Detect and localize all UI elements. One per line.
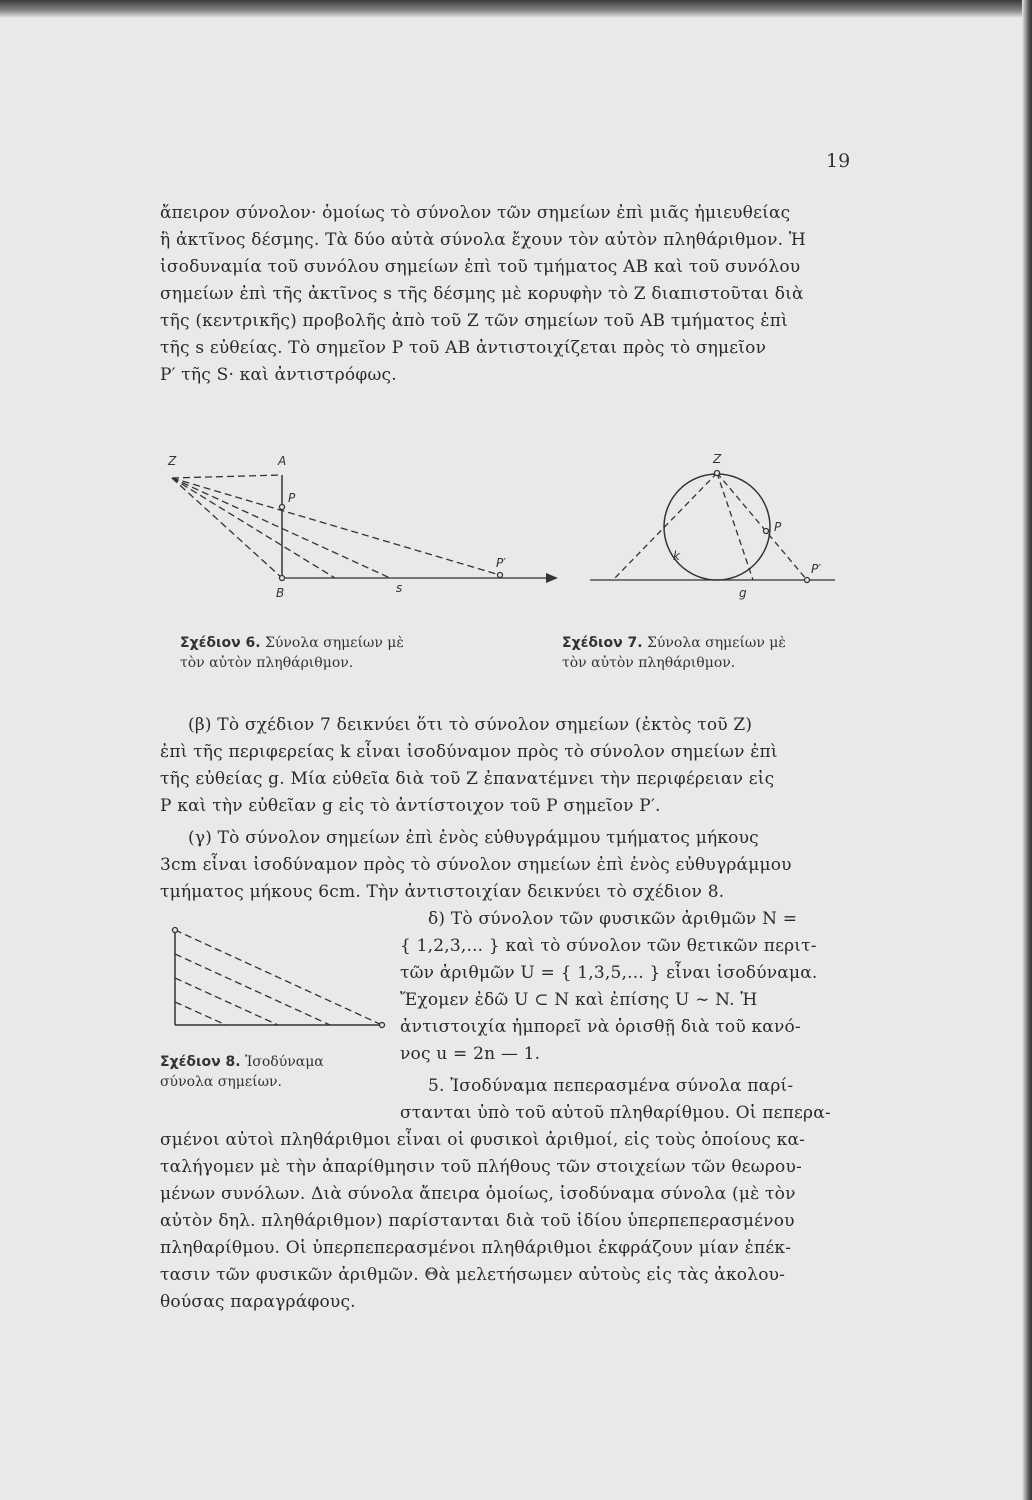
label-b: B	[276, 586, 285, 600]
label-p-prime: P′	[496, 556, 506, 570]
caption-title: Σχέδιον 8.	[160, 1054, 241, 1070]
label-p-prime: P′	[811, 562, 821, 576]
secant-line	[717, 473, 807, 580]
text-line: σημείων ἐπὶ τῆς ἀκτῖνος s τῆς δέσμης μὲ κορυφὴν τὸ Z διαπιστοῦται διὰ	[160, 284, 804, 304]
point-p-prime	[498, 573, 503, 578]
figure-7-diagram	[585, 445, 840, 605]
label-p: P	[774, 520, 782, 534]
text-line: αὐτὸν δηλ. πληθάριθμον) παρίστανται διὰ τοῦ ἰδίου ὑπερπεπερασμένου	[160, 1211, 795, 1231]
endpoint	[173, 928, 178, 933]
text-line: τασιν τῶν φυσικῶν ἀριθμῶν. Θὰ μελετήσωμεν αὐτοὺς εἰς τὰς ἀκολου-	[160, 1265, 786, 1285]
text-line: τῶν ἀριθμῶν U = { 1,3,5,... } εἶναι ἰσοδύναμα.	[400, 963, 818, 983]
scan-top-edge	[0, 0, 1032, 18]
caption-text: τὸν αὐτὸν πληθάριθμον.	[562, 655, 736, 671]
correspondence-line	[175, 954, 330, 1025]
label-s: s	[396, 581, 403, 595]
correspondence-line	[175, 930, 382, 1025]
caption-title: Σχέδιον 6.	[180, 635, 261, 651]
point-p	[280, 505, 285, 510]
caption-text: τὸν αὐτὸν πληθάριθμον.	[180, 655, 354, 671]
text-line: σμένοι αὐτοὶ πληθάριθμοι εἶναι οἱ φυσικοὶ ἀριθμοί, εἰς τοὺς ὁποίους κα-	[160, 1130, 806, 1150]
text-line: θούσας παραγράφους.	[160, 1292, 356, 1312]
circle-k	[664, 474, 770, 580]
caption-text: Ἰσοδύναμα	[245, 1054, 324, 1070]
point-p-prime	[805, 578, 810, 583]
figure-8-caption	[160, 1052, 390, 1092]
text-line: ἀντιστοιχία ἠμπορεῖ νὰ ὁρισθῇ διὰ τοῦ κανό-	[400, 1017, 801, 1037]
text-line: 3cm εἶναι ἰσοδύναμον πρὸς τὸ σύνολον σημείων ἐπὶ ἑνὸς εὐθυγράμμου	[160, 855, 792, 875]
label-z: Z	[713, 452, 722, 466]
text-line: τῆς εὐθείας g. Μία εὐθεῖα διὰ τοῦ Z ἐπανατέμνει τὴν περιφέρειαν εἰς	[160, 769, 775, 789]
text-line: { 1,2,3,... } καὶ τὸ σύνολον τῶν θετικῶν περιτ-	[400, 936, 817, 956]
paragraph-delta	[400, 906, 866, 1068]
text-line: P′ τῆς S· καὶ ἀντιστρόφως.	[160, 365, 397, 385]
projection-line	[172, 478, 500, 575]
text-line: (β) Τὸ σχέδιον 7 δεικνύει ὅτι τὸ σύνολον σημείων (ἐκτὸς τοῦ Z)	[188, 715, 753, 735]
correspondence-line	[175, 1002, 226, 1025]
projection-line	[172, 478, 390, 578]
label-k: k	[673, 549, 680, 563]
section-5-body	[160, 1127, 866, 1316]
projection-line	[172, 478, 282, 578]
caption-title: Σχέδιον 7.	[562, 635, 643, 651]
paragraph-beta	[160, 712, 866, 820]
correspondence-line	[175, 978, 278, 1025]
text-line: τῆς s εὐθείας. Τὸ σημεῖον P τοῦ AB ἀντιστοιχίζεται πρὸς τὸ σημεῖον	[160, 338, 767, 358]
figure-8-diagram	[160, 920, 392, 1035]
scan-right-edge	[1022, 0, 1032, 1500]
text-line: ἐπὶ τῆς περιφερείας k εἶναι ἰσοδύναμον πρὸς τὸ σύνολον σημείων ἐπὶ	[160, 742, 778, 762]
secant-line	[613, 473, 717, 580]
text-line: ταλήγομεν μὲ τὴν ἀπαρίθμησιν τοῦ πλήθους τῶν στοιχείων τῶν θεωρου-	[160, 1157, 802, 1177]
text-line: Ἔχομεν ἐδῶ U ⊂ N καὶ ἐπίσης U ∼ N. Ἡ	[400, 990, 758, 1010]
figure-6-caption	[180, 633, 510, 673]
text-line: (γ) Τὸ σύνολον σημείων ἐπὶ ἑνὸς εὐθυγράμμου τμήματος μήκους	[188, 828, 759, 848]
label-a: A	[278, 454, 287, 468]
section-5-narrow	[400, 1073, 866, 1127]
page-number: 19	[826, 150, 851, 172]
ray-arrowhead	[546, 573, 558, 583]
text-line: πληθαρίθμου. Οἱ ὑπερπεπερασμένοι πληθάριθμοι ἐκφράζουν μίαν ἐπέκ-	[160, 1238, 792, 1258]
text-line: τμήματος μήκους 6cm. Τὴν ἀντιστοιχίαν δεικνύει τὸ σχέδιον 8.	[160, 882, 725, 902]
paragraph-gamma	[160, 825, 866, 906]
point-p	[764, 529, 769, 534]
text-line: τῆς (κεντρικῆς) προβολῆς ἀπὸ τοῦ Z τῶν σημείων τοῦ AB τμήματος ἐπὶ	[160, 311, 788, 331]
text-line: ἄπειρον σύνολον· ὁμοίως τὸ σύνολον τῶν σημείων ἐπὶ μιᾶς ἡμιευθείας	[160, 203, 791, 223]
label-g: g	[739, 586, 747, 600]
caption-text: σύνολα σημείων.	[160, 1074, 282, 1090]
endpoint	[380, 1023, 385, 1028]
text-line: στανται ὑπὸ τοῦ αὐτοῦ πληθαρίθμου. Οἱ πεπερα-	[400, 1103, 831, 1123]
text-line: P καὶ τὴν εὐθεῖαν g εἰς τὸ ἀντίστοιχον τοῦ P σημεῖον P′.	[160, 796, 661, 816]
point-z	[715, 471, 720, 476]
label-z: Z	[168, 454, 177, 468]
projection-line	[172, 478, 335, 578]
secant-line	[717, 473, 753, 580]
figure-7-caption	[562, 633, 842, 673]
figure-6-diagram	[160, 445, 570, 605]
projection-line	[172, 475, 282, 478]
text-line: ἢ ἀκτῖνος δέσμης. Τὰ δύο αὐτὰ σύνολα ἔχουν τὸν αὐτὸν πληθάριθμον. Ἡ	[160, 230, 806, 250]
text-line: ἰσοδυναμία τοῦ συνόλου σημείων ἐπὶ τοῦ τμήματος AB καὶ τοῦ συνόλου	[160, 257, 801, 277]
caption-text: Σύνολα σημείων μὲ	[647, 635, 786, 651]
label-p: P	[288, 491, 296, 505]
caption-text: Σύνολα σημείων μὲ	[265, 635, 404, 651]
section-5-heading-line: 5. Ἰσοδύναμα πεπερασμένα σύνολα παρί-	[428, 1076, 794, 1096]
top-paragraph	[160, 200, 866, 389]
point-b	[280, 576, 285, 581]
text-line: νος u = 2n — 1.	[400, 1044, 541, 1064]
text-line: δ) Τὸ σύνολον τῶν φυσικῶν ἀριθμῶν N =	[428, 909, 798, 929]
text-line: μένων συνόλων. Διὰ σύνολα ἄπειρα ὁμοίως, ἰσοδύναμα σύνολα (μὲ τὸν	[160, 1184, 796, 1204]
